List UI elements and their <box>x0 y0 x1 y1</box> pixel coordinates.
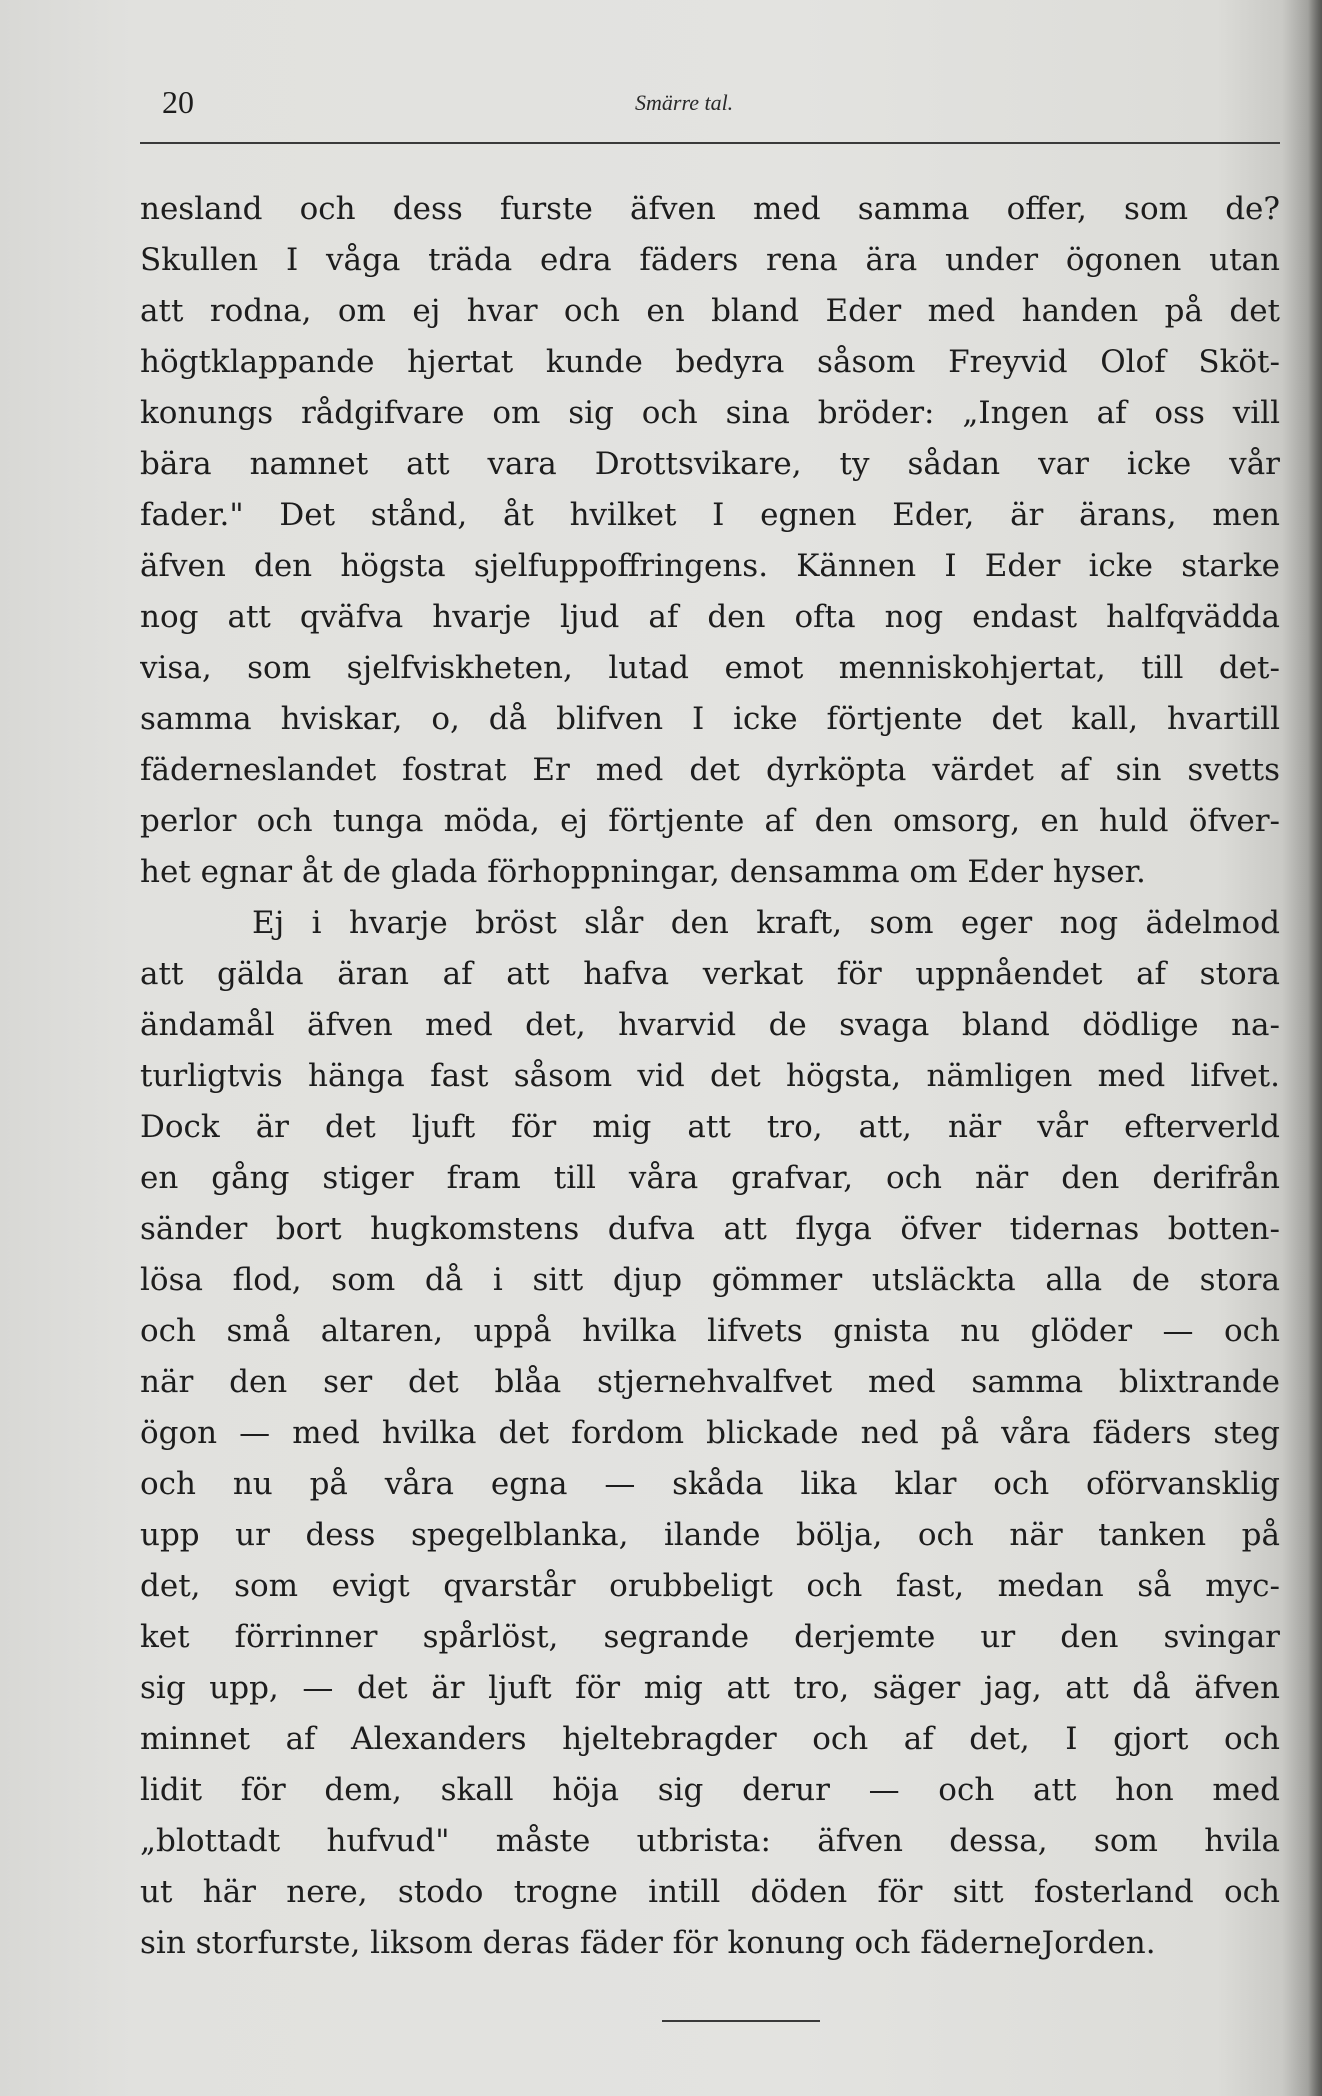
text-line: Skullen I våga träda edra fäders rena ära under ögonen utan <box>140 242 1280 278</box>
text-line: Dock är det ljuft för mig att tro, att, när vår efterverld <box>140 1109 1280 1145</box>
text-line: och nu på våra egna — skåda lika klar och oförvansklig <box>140 1466 1280 1502</box>
text-line: det, som evigt qvarstår orubbeligt och fast, medan så myc- <box>140 1568 1280 1604</box>
text-line: het egnar åt de glada förhoppningar, densamma om Eder hyser. <box>140 854 1146 890</box>
section-end-rule <box>662 2020 820 2022</box>
text-line: äfven den högsta sjelfuppoffringens. Kännen I Eder icke starke <box>140 548 1280 584</box>
body-text <box>140 184 1280 1969</box>
page-number: 20 <box>162 84 194 120</box>
text-line: turligtvis hänga fast såsom vid det högsta, nämligen med lifvet. <box>140 1058 1280 1094</box>
page-header <box>140 78 1280 128</box>
text-line: perlor och tunga möda, ej förtjente af den omsorg, en huld öfver- <box>140 803 1280 839</box>
text-line: och små altaren, uppå hvilka lifvets gnista nu glöder — och <box>140 1313 1280 1349</box>
text-line: lidit för dem, skall höja sig derur — och att hon med <box>140 1772 1280 1808</box>
header-rule <box>140 142 1280 144</box>
text-line: fader." Det stånd, åt hvilket I egnen Eder, är ärans, men <box>140 497 1280 533</box>
text-line: ut här nere, stodo trogne intill döden för sitt fosterland och <box>140 1874 1280 1910</box>
text-line: att gälda äran af att hafva verkat för uppnåendet af stora <box>140 956 1280 992</box>
text-line: ket förrinner spårlöst, segrande derjemte ur den svingar <box>140 1619 1280 1655</box>
text-line: att rodna, om ej hvar och en bland Eder med handen på det <box>140 293 1280 329</box>
text-line: samma hviskar, o, då blifven I icke förtjente det kall, hvartill <box>140 701 1280 737</box>
text-line: fäderneslandet fostrat Er med det dyrköpta värdet af sin svetts <box>140 752 1280 788</box>
text-line: när den ser det blåa stjernehvalfvet med samma blixtrande <box>140 1364 1280 1400</box>
text-line: lösa flod, som då i sitt djup gömmer utsläckta alla de stora <box>140 1262 1280 1298</box>
text-line: ändamål äfven med det, hvarvid de svaga bland dödlige na- <box>140 1007 1280 1043</box>
text-line: sin storfurste, liksom deras fäder för konung och fäderneJorden. <box>140 1925 1156 1961</box>
text-line: nog att qväfva hvarje ljud af den ofta nog endast halfqvädda <box>140 599 1280 635</box>
page-edge-shadow <box>1308 0 1322 2096</box>
text-line: visa, som sjelfviskheten, lutad emot menniskohjertat, till det- <box>140 650 1280 686</box>
text-line: minnet af Alexanders hjeltebragder och af det, I gjort och <box>140 1721 1280 1757</box>
running-title: Smärre tal. <box>635 90 734 115</box>
text-line: sig upp, — det är ljuft för mig att tro, säger jag, att då äfven <box>140 1670 1280 1706</box>
text-line: konungs rådgifvare om sig och sina bröder: „Ingen af oss vill <box>140 395 1280 431</box>
text-line: ögon — med hvilka det fordom blickade ned på våra fäders steg <box>140 1415 1280 1451</box>
text-line: Ej i hvarje bröst slår den kraft, som eger nog ädelmod <box>252 905 1280 941</box>
text-line: „blottadt hufvud" måste utbrista: äfven dessa, som hvila <box>140 1823 1280 1859</box>
text-line: sänder bort hugkomstens dufva att flyga öfver tidernas botten- <box>140 1211 1280 1247</box>
text-line: en gång stiger fram till våra grafvar, och när den derifrån <box>140 1160 1280 1196</box>
text-line: bära namnet att vara Drottsvikare, ty sådan var icke vår <box>140 446 1280 482</box>
text-line: upp ur dess spegelblanka, ilande bölja, och när tanken på <box>140 1517 1280 1553</box>
text-line: nesland och dess furste äfven med samma offer, som de? <box>140 191 1280 227</box>
text-line: högtklappande hjertat kunde bedyra såsom Freyvid Olof Sköt- <box>140 344 1280 380</box>
